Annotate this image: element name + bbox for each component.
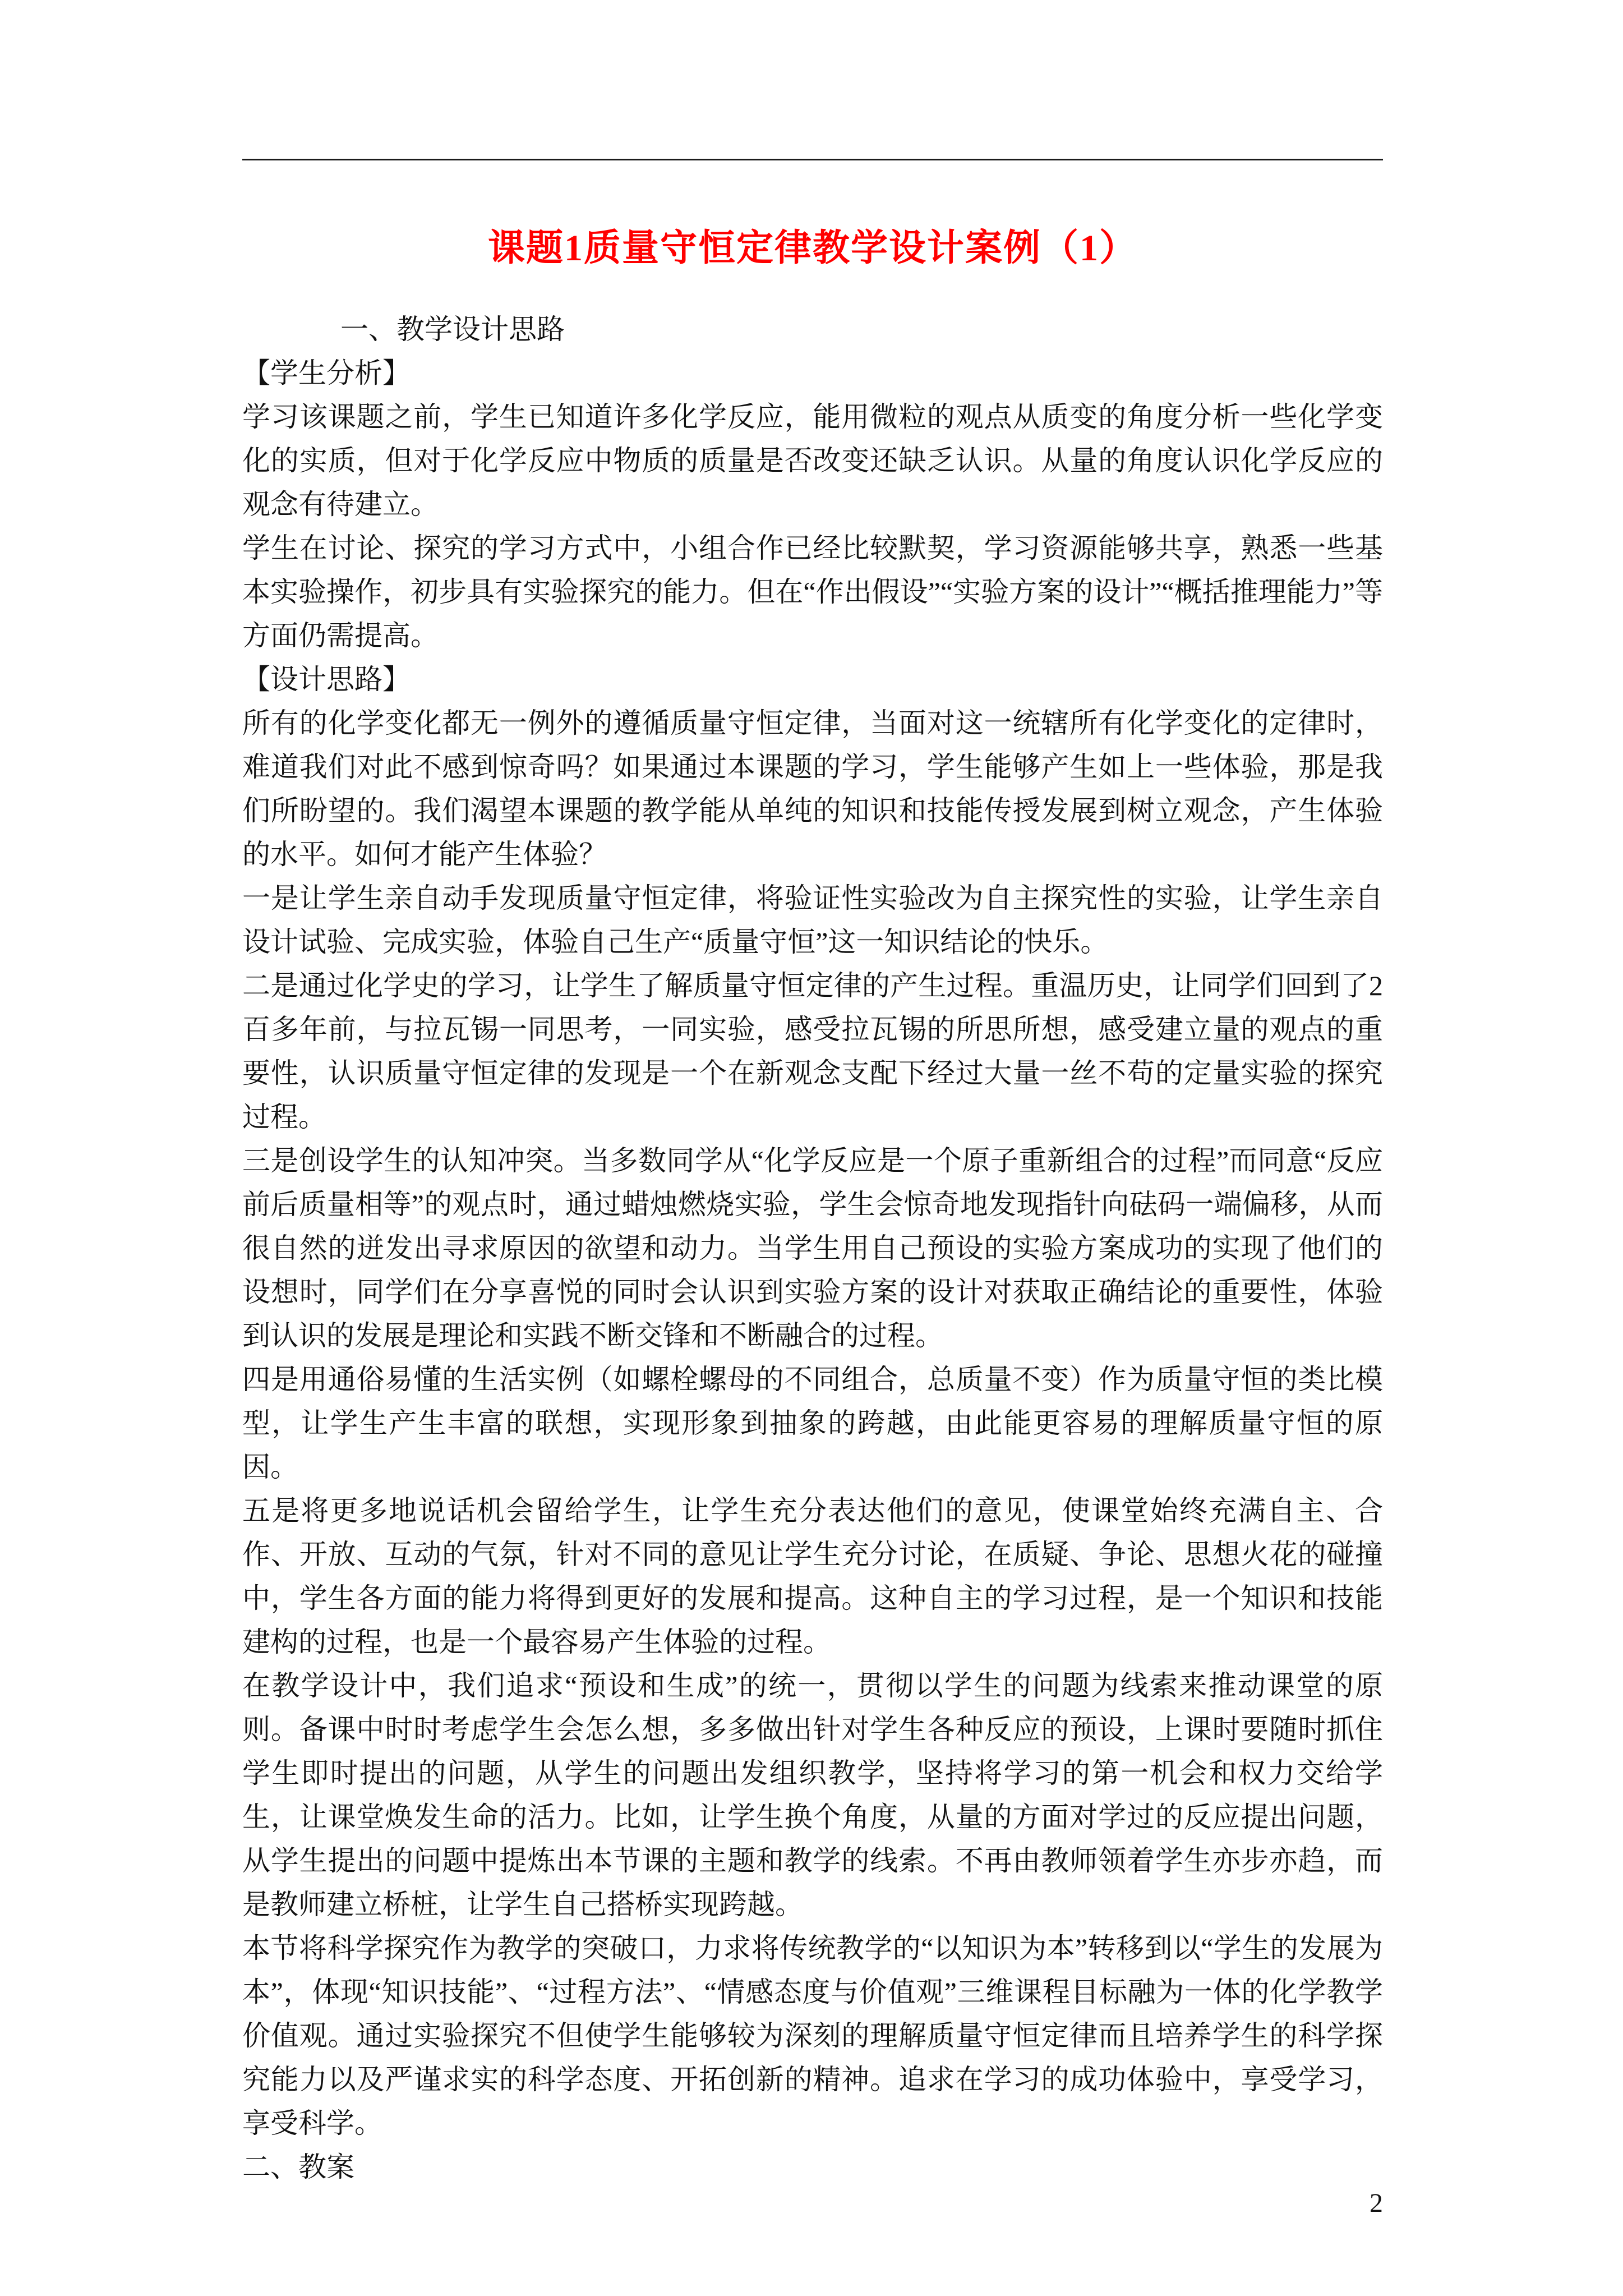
paragraph: 所有的化学变化都无一例外的遵循质量守恒定律，当面对这一统辖所有化学变化的定律时，难道我们对此不感到惊奇吗？如果通过本课题的学习，学生能够产生如上一些体验，那是我们所盼望的。我们渴望本课题的教学能从单纯的知识和技能传授发展到树立观念，产生体验的水平。如何才能产生体验？ xyxy=(242,707,1383,870)
paragraph: 本节将科学探究作为教学的突破口，力求将传统教学的“以知识为本”转移到以“学生的发展为本”，体现“知识技能”、“过程方法”、“情感态度与价值观”三维课程目标融为一体的化学教学价值观。通过实验探究不但使学生能够较为深刻的理解质量守恒定律而且培养学生的科学探究能力以及严谨求实的科学态度、开拓创新的精神。追求在学习的成功体验中，享受学习，享受科学。 xyxy=(242,1932,1383,2139)
paragraph: 三是创设学生的认知冲突。当多数同学从“化学反应是一个原子重新组合的过程”而同意“反应前后质量相等”的观点时，通过蜡烛燃烧实验，学生会惊奇地发现指针向砝码一端偏移，从而很自然的迸发出寻求原因的欲望和动力。当学生用自己预设的实验方案成功的实现了他们的设想时，同学们在分享喜悦的同时会认识到实验方案的设计对获取正确结论的重要性，体验到认识的发展是理论和实践不断交锋和不断融合的过程。 xyxy=(242,1145,1383,1351)
paragraph: 【设计思路】 xyxy=(242,664,411,695)
paragraph: 二是通过化学史的学习，让学生了解质量守恒定律的产生过程。重温历史，让同学们回到了2百多年前，与拉瓦锡一同思考，一同实验，感受拉瓦锡的所思所想，感受建立量的观点的重要性，认识质量守恒定律的发现是一个在新观念支配下经过大量一丝不苟的定量实验的探究过程。 xyxy=(242,970,1383,1133)
paragraph: 二、教案 xyxy=(242,2151,354,2183)
paragraph: 学生在讨论、探究的学习方式中，小组合作已经比较默契，学习资源能够共享，熟悉一些基本实验操作，初步具有实验探究的能力。但在“作出假设”“实验方案的设计”“概括推理能力”等方面仍需提高。 xyxy=(242,532,1383,651)
paragraph: 【学生分析】 xyxy=(242,357,411,389)
document-title: 课题1质量守恒定律教学设计案例（1） xyxy=(488,228,1137,269)
paragraph: 在教学设计中，我们追求“预设和生成”的统一，贯彻以学生的问题为线索来推动课堂的原则。备课中时时考虑学生会怎么想，多多做出针对学生各种反应的预设，上课时要随时抓住学生即时提出的问题，从学生的问题出发组织教学，坚持将学习的第一机会和权力交给学生，让课堂焕发生命的活力。比如，让学生换个角度，从量的方面对学过的反应提出问题，从学生提出的问题中提炼出本节课的主题和教学的线索。不再由教师领着学生亦步亦趋，而是教师建立桥桩，让学生自己搭桥实现跨越。 xyxy=(242,1670,1383,1920)
paragraph: 四是用通俗易懂的生活实例（如螺栓螺母的不同组合，总质量不变）作为质量守恒的类比模型，让学生产生丰富的联想，实现形象到抽象的跨越，由此能更容易的理解质量守恒的原因。 xyxy=(242,1364,1383,1483)
document-body xyxy=(242,307,1383,2189)
paragraph: 一、教学设计思路 xyxy=(340,314,565,345)
paragraph: 一是让学生亲自动手发现质量守恒定律，将验证性实验改为自主探究性的实验，让学生亲自设计试验、完成实验，体验自己生产“质量守恒”这一知识结论的快乐。 xyxy=(242,882,1383,958)
paragraph: 学习该课题之前，学生已知道许多化学反应，能用微粒的观点从质变的角度分析一些化学变化的实质，但对于化学反应中物质的质量是否改变还缺乏认识。从量的角度认识化学反应的观念有待建立。 xyxy=(242,401,1383,520)
header-rule xyxy=(242,159,1383,160)
page-number: 2 xyxy=(1370,2188,1383,2218)
paragraph: 五是将更多地说话机会留给学生，让学生充分表达他们的意见，使课堂始终充满自主、合作、开放、互动的气氛，针对不同的意见让学生充分讨论，在质疑、争论、思想火花的碰撞中，学生各方面的能力将得到更好的发展和提高。这种自主的学习过程，是一个知识和技能建构的过程，也是一个最容易产生体验的过程。 xyxy=(242,1495,1383,1658)
